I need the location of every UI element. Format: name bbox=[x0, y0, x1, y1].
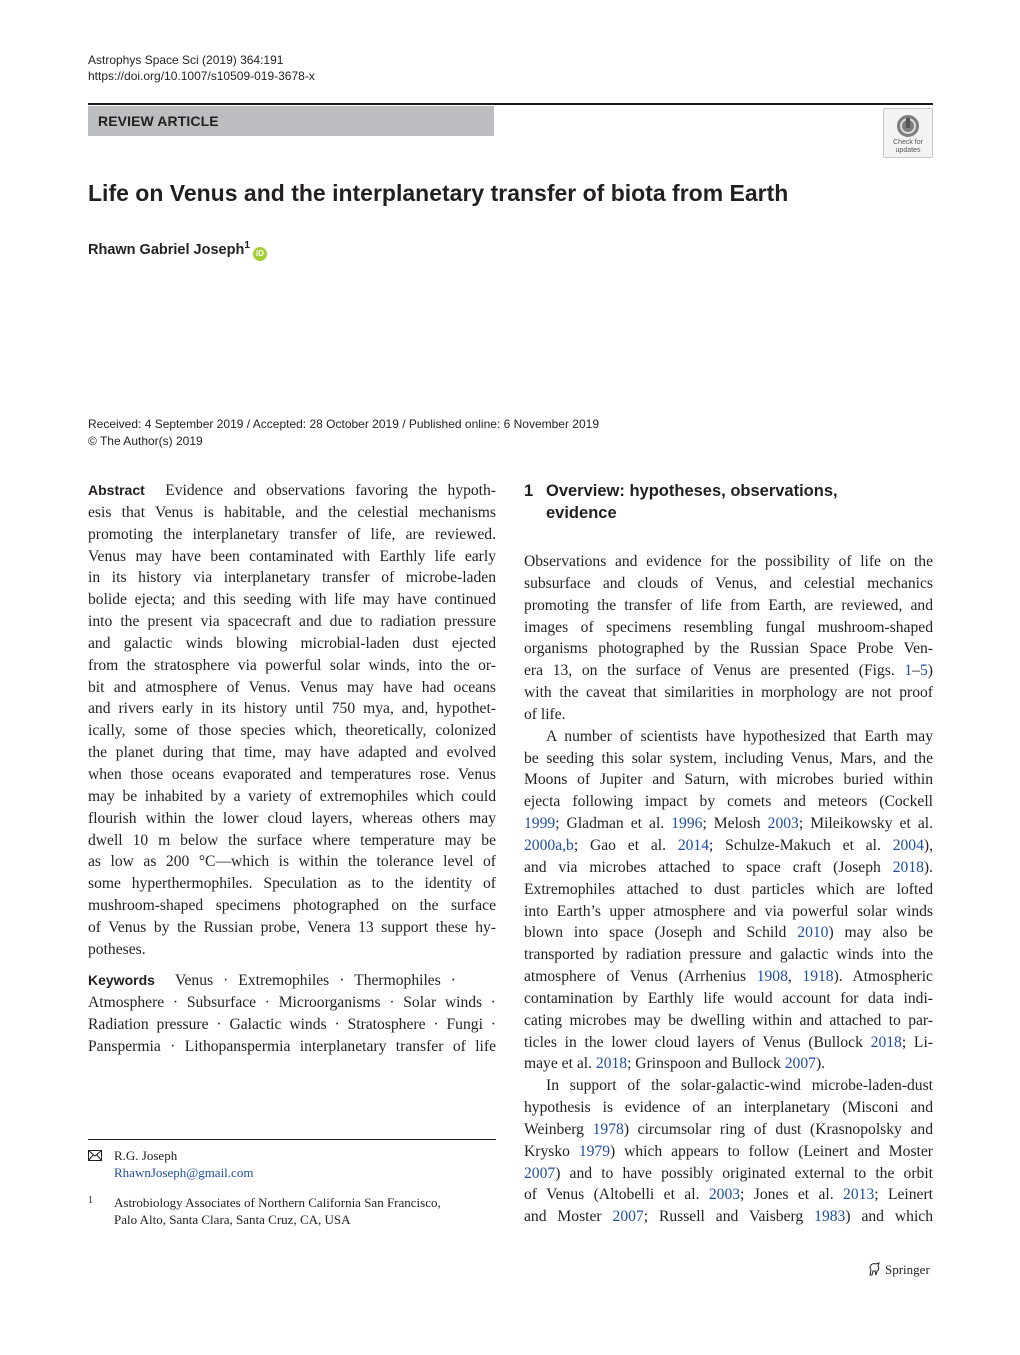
article-title: Life on Venus and the interplanetary transfer of biota from Earth bbox=[88, 180, 789, 206]
figure-link[interactable]: 1 bbox=[904, 662, 913, 680]
figure-link[interactable]: 5 bbox=[920, 662, 928, 680]
citation-link[interactable]: 2003 bbox=[708, 1186, 741, 1204]
article-type-band bbox=[88, 106, 494, 136]
paragraph: A number of scientists have hypothesized that Earth may be seeding this solar system, including Venus, Mars, and the Moons of Jupiter and Saturn, with microbes buried within ejecta following impact by comets and meteors (Cockell 1999; Gladman et al. 1996; Melosh 2003; Mileikowsky et al. 2000a,b; Gao et al. 2014; Schulze-Makuch et al. 2004), and via microbes attached to space craft (Joseph 2018). Extremophiles attached to dust particles which are lofted into Earth’s upper atmosphere and via powerful solar winds blown into space (Joseph and Schild 2010) may also be transported by radiation pressure and galactic winds into the atmosphere of Venus (Arrhenius 1908, 1918). Atmospheric contamination by Earthly life would account for data indi- cating microbes may be dwelling within and attached to par- ticles in the lower cloud layers of Venus (Bullock 2018; Li- maye et al. 2018; Grinspoon and Bullock 2007). bbox=[524, 727, 934, 1073]
section-number: 1 bbox=[524, 482, 534, 500]
citation-link[interactable]: 1979 bbox=[578, 1142, 611, 1160]
check-updates-icon bbox=[896, 114, 920, 138]
keywords: Keywords Venus · Extremophiles · Thermophiles · Atmosphere · Subsurface · Microorganisms · Solar winds · Radiation pressure · Galactic winds · Stratosphere · Fungi · Panspermia · Lithopanspermia interplanetary transfer of life bbox=[88, 972, 496, 1055]
abstract: Abstract Evidence and observations favoring the hypoth- esis that Venus is habitable, and the celestial mechanisms promoting the interplanetary transfer of life, are reviewed. Venus may have been contaminated with Earthly life early in its history via interplanetary transfer of microbe-laden bolide ejecta; and this seeding with life may have continued into the present via spacecraft and due to radiation pressure and galactic winds blowing microbial-laden dust ejected from the stratosphere via powerful solar winds, into the or- bit and atmosphere of Venus. Venus may have had oceans and rivers early in its history until 750 mya, and, hypothet- ically, some of those species which, theoretically, colonized the planet during that time, may have adapted and evolved when those oceans evaporated and temperatures rose. Venus may be inhabited by a variety of extremophiles which could flourish within the lower cloud layers, whereas others may dwell 10 m below the surface where temperature may be as low as 200 °C—which is within the tolerance level of some hyperthermophiles. Speculation as to the identity of mushroom-shaped specimens photographed on the surface of Venus by the Russian probe, Venera 13 support these hy- potheses. bbox=[88, 482, 496, 958]
top-rule bbox=[88, 103, 933, 105]
citation-link[interactable]: 2018 bbox=[595, 1055, 628, 1073]
springer-logo-icon bbox=[867, 1262, 881, 1276]
publication-dates bbox=[88, 416, 599, 450]
affiliation-mark: 1 bbox=[88, 1195, 93, 1206]
body-text bbox=[524, 551, 933, 1228]
author-name[interactable]: Rhawn Gabriel Joseph bbox=[88, 242, 245, 258]
article-type: REVIEW ARTICLE bbox=[98, 113, 219, 129]
citation-link[interactable]: 2018 bbox=[870, 1033, 902, 1051]
paragraph: In support of the solar-galactic-wind microbe-laden-dust hypothesis is evidence of an interplanetary (Misconi and Weinberg 1978) circumsolar ring of dust (Krasnopolsky and Krysko 1979) which appears to follow (Leinert and Moster 2007) and to have possibly originated external to the orbit of Venus (Altobelli et al. 2003; Jones et al. 2013; Leinert and Moster 2007; Russell and Vaisberg 1983) and which bbox=[524, 1077, 933, 1226]
corresponding-author bbox=[88, 1147, 496, 1181]
citation-link[interactable]: 2003 bbox=[767, 815, 799, 833]
abstract-label: Abstract bbox=[88, 482, 145, 498]
section-title-line2: evidence bbox=[546, 504, 617, 522]
citation-link[interactable]: 2007 bbox=[784, 1055, 816, 1073]
citation-link[interactable]: 2004 bbox=[892, 836, 924, 854]
citation-link[interactable]: 2013 bbox=[843, 1186, 875, 1204]
orcid-icon[interactable]: iD bbox=[253, 247, 267, 261]
contact-email-link[interactable]: RhawnJoseph@gmail.com bbox=[114, 1165, 254, 1180]
journal-header bbox=[88, 52, 315, 84]
citation-link[interactable]: 1996 bbox=[671, 815, 703, 833]
publisher-name: Springer bbox=[885, 1262, 930, 1277]
copyright-line: © The Author(s) 2019 bbox=[88, 434, 203, 448]
publisher-footer bbox=[867, 1262, 930, 1278]
section-title-line1: Overview: hypotheses, observations, bbox=[546, 482, 838, 500]
citation-link[interactable]: 1983 bbox=[814, 1208, 846, 1226]
contact-name: R.G. Joseph bbox=[114, 1148, 178, 1163]
affiliation: 1 Astrobiology Associates of Northern California San Francisco, Palo Alto, Santa Clara, Santa Cruz, CA, USA bbox=[88, 1194, 496, 1228]
citation-link[interactable]: 1918 bbox=[802, 968, 834, 986]
check-updates-label: Check for updates bbox=[893, 139, 923, 154]
doi-link[interactable]: https://doi.org/10.1007/s10509-019-3678-x bbox=[88, 69, 315, 83]
footnotes bbox=[88, 1147, 496, 1228]
envelope-icon bbox=[88, 1150, 102, 1161]
citation-link[interactable]: 2018 bbox=[892, 858, 924, 876]
citation-link[interactable]: 1978 bbox=[592, 1120, 624, 1138]
citation-link[interactable]: 2010 bbox=[797, 924, 829, 942]
keywords-label: Keywords bbox=[88, 972, 155, 988]
check-for-updates-badge[interactable] bbox=[883, 108, 933, 158]
footnote-rule bbox=[88, 1139, 496, 1140]
journal-citation: Astrophys Space Sci (2019) 364:191 bbox=[88, 53, 284, 67]
author-affil-mark: 1 bbox=[244, 240, 250, 251]
citation-link[interactable]: 1999 bbox=[524, 815, 556, 833]
citation-link[interactable]: 1908 bbox=[756, 968, 788, 986]
citation-link[interactable]: 2014 bbox=[677, 836, 710, 854]
dates-line: Received: 4 September 2019 / Accepted: 28 October 2019 / Published online: 6 November 2019 bbox=[88, 417, 599, 431]
citation-link[interactable]: 2007 bbox=[524, 1164, 556, 1182]
author-line bbox=[88, 240, 267, 261]
paragraph: Observations and evidence for the possibility of life on the subsurface and clouds of Venus, and celestial mechanics promoting the transfer of life from Earth, are reviewed, and images of specimens resembling fungal mushroom-shaped organisms photographed by the Russian Space Probe Ven- era 13, on the surface of Venus are presented (Figs. 1–5) with the caveat that similarities in morphology are not proof of life. bbox=[524, 553, 933, 723]
citation-link[interactable]: 2007 bbox=[612, 1208, 644, 1226]
citation-link[interactable]: 2000a,b bbox=[524, 836, 574, 854]
